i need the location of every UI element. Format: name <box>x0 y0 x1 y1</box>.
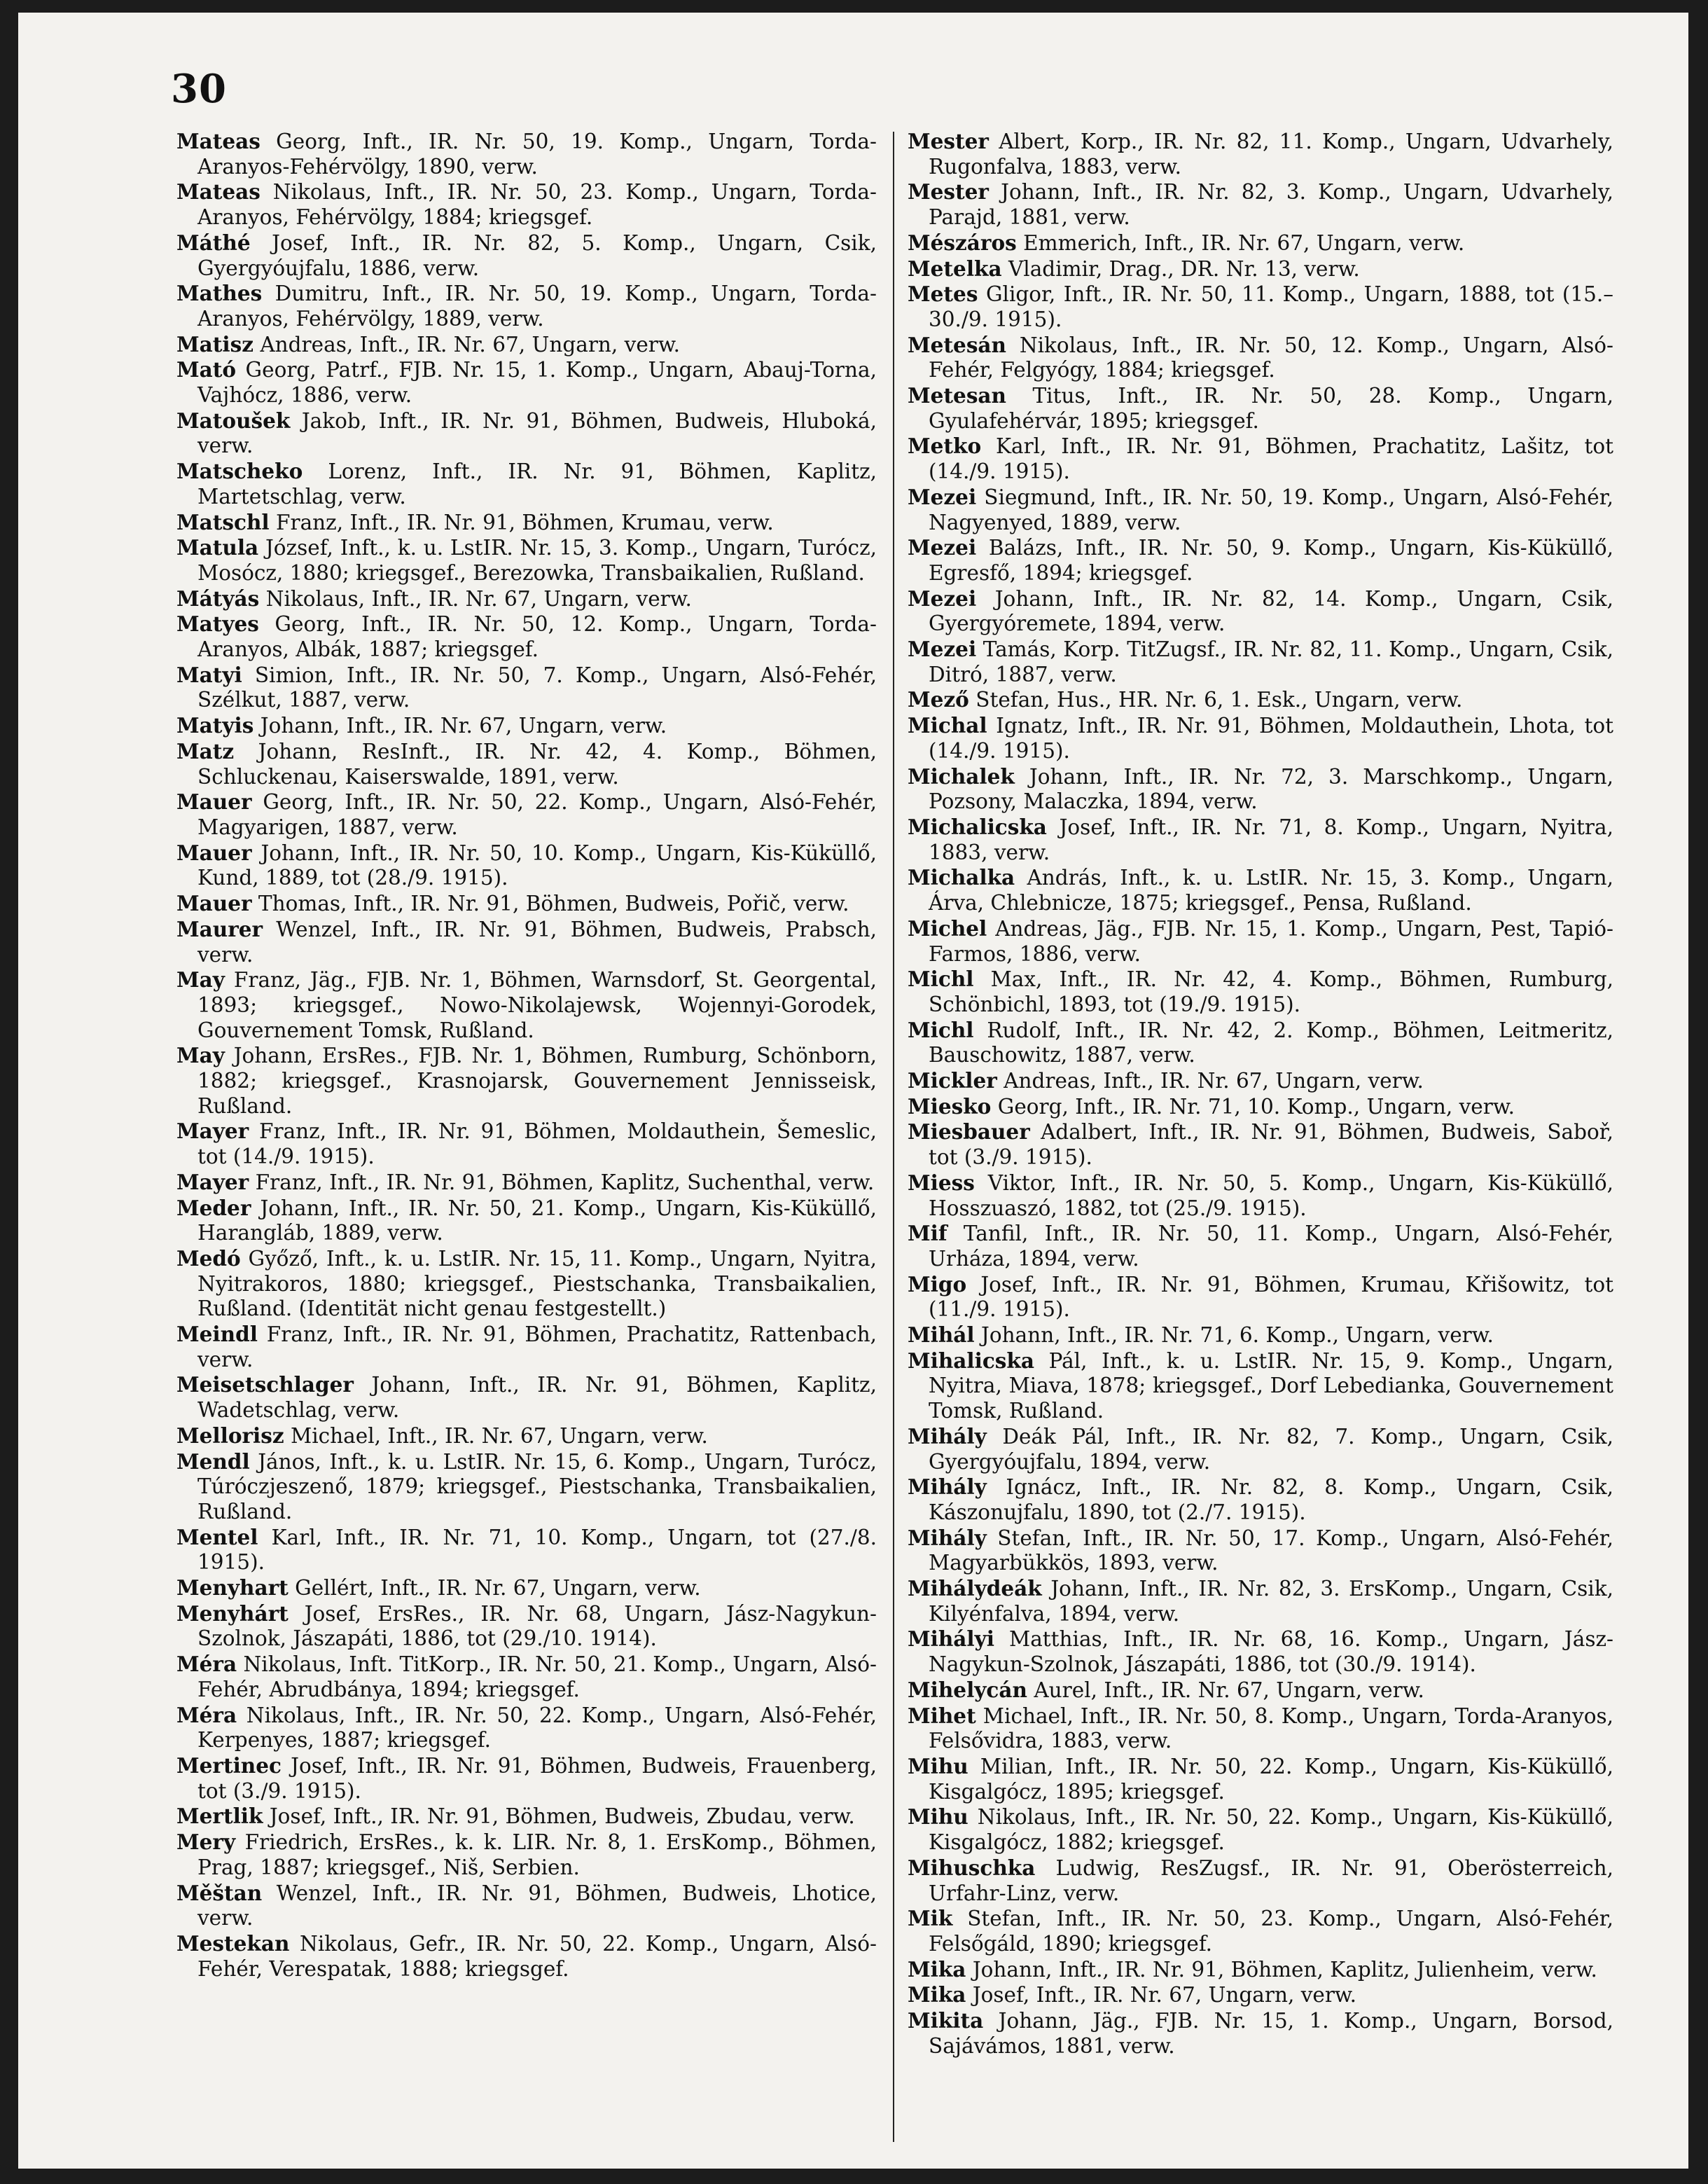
list-entry <box>176 1703 877 1753</box>
list-entry <box>908 1703 1613 1754</box>
list-entry <box>176 1170 877 1196</box>
entry-details: Wenzel, Inft., IR. Nr. 91, Böhmen, Budweis, Lhotice, verw. <box>197 1881 877 1930</box>
entry-details: Johann, Inft., IR. Nr. 50, 21. Komp., Ungarn, Kis-Küküllő, Harangláb, 1889, verw. <box>197 1196 877 1245</box>
entry-surname: May <box>176 967 225 993</box>
entry-surname: Menyhárt <box>176 1601 289 1626</box>
entry-surname: Mertinec <box>176 1753 282 1778</box>
entry-details: Johann, Inft., IR. Nr. 50, 10. Komp., Ungarn, Kis-Küküllő, Kund, 1889, tot (28./9. 1915). <box>197 841 877 890</box>
entry-surname: Michalek <box>908 763 1015 789</box>
list-entry <box>176 510 877 536</box>
entry-surname: Meindl <box>176 1322 258 1347</box>
entry-details: Viktor, Inft., IR. Nr. 50, 5. Komp., Ungarn, Kis-Küküllő, Hosszuaszó, 1882, tot (25./9. 1915). <box>929 1170 1613 1220</box>
entry-details: Balázs, Inft., IR. Nr. 50, 9. Komp., Ungarn, Kis-Küküllő, Egresfő, 1894; kriegsgef. <box>929 536 1613 585</box>
list-entry <box>176 1830 877 1880</box>
list-entry <box>176 663 877 713</box>
entry-surname: Maurer <box>176 916 263 941</box>
entry-surname: Metelka <box>908 256 1002 281</box>
list-entry <box>908 1221 1613 1271</box>
entry-surname: Matisz <box>176 331 254 357</box>
entry-surname: Mestekan <box>176 1930 290 1956</box>
entry-details: Karl, Inft., IR. Nr. 91, Böhmen, Prachatitz, Lašitz, tot (14./9. 1915). <box>929 434 1613 484</box>
entry-details: János, Inft., k. u. LstIR. Nr. 15, 6. Komp., Ungarn, Turócz, Túróczjeszenő, 1879; kriegsgef., Piestschanka, Transbaikalien, Rußland. <box>197 1449 877 1523</box>
list-entry <box>908 1170 1613 1221</box>
entry-surname: Mery <box>176 1830 236 1855</box>
entry-details: Friedrich, ErsRes., k. k. LIR. Nr. 8, 1. ErsKomp., Böhmen, Prag, 1887; kriegsgef., Niš, Serbien. <box>197 1830 877 1879</box>
entry-details: Georg, Inft., IR. Nr. 50, 22. Komp., Ungarn, Alsó-Fehér, Magyarigen, 1887, verw. <box>197 790 877 839</box>
list-entry <box>908 485 1613 535</box>
entry-details: Pál, Inft., k. u. LstIR. Nr. 15, 9. Komp., Ungarn, Nyitra, Miava, 1878; kriegsgef., Dorf Lebedianka, Gouvernement Tomsk, Rußland. <box>929 1348 1613 1423</box>
entry-surname: Mihál <box>908 1322 975 1348</box>
entry-details: Johann, ErsRes., FJB. Nr. 1, Böhmen, Rumburg, Schönborn, 1882; kriegsgef., Krasnojarsk, Gouvernement Jennisseisk, Rußland. <box>197 1044 877 1118</box>
entry-details: Johann, Inft., IR. Nr. 71, 6. Komp., Ungarn, verw. <box>981 1323 1494 1348</box>
entry-details: Franz, Inft., IR. Nr. 91, Böhmen, Moldauthein, Šemeslic, tot (14./9. 1915). <box>197 1119 877 1169</box>
entry-surname: Mezei <box>908 484 977 509</box>
list-entry <box>176 408 877 459</box>
entry-details: Nikolaus, Inft., IR. Nr. 50, 22. Komp., Ungarn, Alsó-Fehér, Kerpenyes, 1887; kriegsgef. <box>197 1703 877 1753</box>
entry-surname: Matschl <box>176 509 270 534</box>
list-entry <box>908 1526 1613 1576</box>
list-entry <box>908 1982 1613 2008</box>
list-entry <box>908 916 1613 967</box>
list-entry <box>176 713 877 739</box>
list-entry <box>176 332 877 358</box>
page-sheet <box>18 13 1688 2169</box>
list-entry <box>908 535 1613 586</box>
list-entry <box>908 1626 1613 1677</box>
entry-surname: Meisetschlager <box>176 1372 354 1397</box>
entry-surname: Méra <box>176 1652 237 1677</box>
entry-surname: Michel <box>908 915 987 941</box>
right-column <box>908 129 1613 2059</box>
entry-details: Gellért, Inft., IR. Nr. 67, Ungarn, verw. <box>295 1576 701 1601</box>
entry-details: Georg, Inft., IR. Nr. 50, 12. Komp., Ungarn, Torda-Aranyos, Albák, 1887; kriegsgef. <box>197 612 877 662</box>
entry-surname: Mezei <box>908 535 977 560</box>
entry-surname: Mika <box>908 1982 966 2007</box>
list-entry <box>908 383 1613 434</box>
entry-details: Georg, Patrf., FJB. Nr. 15, 1. Komp., Ungarn, Abauj-Torna, Vajhócz, 1886, verw. <box>197 358 877 408</box>
entry-surname: Mickler <box>908 1068 997 1093</box>
list-entry <box>176 535 877 586</box>
list-entry <box>908 1094 1613 1120</box>
entry-surname: Mihet <box>908 1703 976 1728</box>
list-entry <box>908 1957 1613 1983</box>
entry-details: Josef, Inft., IR. Nr. 91, Böhmen, Krumau, Křišowitz, tot (11./9. 1915). <box>929 1272 1613 1322</box>
entry-surname: Mauer <box>176 789 252 815</box>
entry-surname: Mertlik <box>176 1804 263 1829</box>
list-entry <box>176 1753 877 1804</box>
entry-details: Johann, Inft., IR. Nr. 91, Böhmen, Kaplitz, Wadetschlag, verw. <box>197 1373 877 1423</box>
entry-details: Ignácz, Inft., IR. Nr. 82, 8. Komp., Ungarn, Csik, Kászonujfalu, 1890, tot (2./7. 1915). <box>929 1475 1613 1524</box>
list-entry <box>908 1678 1613 1703</box>
entry-details: Thomas, Inft., IR. Nr. 91, Böhmen, Budweis, Pořič, verw. <box>258 892 849 916</box>
list-entry <box>908 2008 1613 2059</box>
entry-surname: Mihályi <box>908 1626 994 1652</box>
entry-surname: Mik <box>908 1906 953 1931</box>
list-entry <box>176 739 877 789</box>
entry-details: Franz, Inft., IR. Nr. 91, Böhmen, Kaplitz, Suchenthal, verw. <box>255 1170 875 1194</box>
entry-details: József, Inft., k. u. LstIR. Nr. 15, 3. Komp., Ungarn, Turócz, Mosócz, 1880; kriegsgef., Berezowka, Transbaikalien, Rußland. <box>197 536 877 585</box>
entry-details: Stefan, Inft., IR. Nr. 50, 23. Komp., Ungarn, Alsó-Fehér, Felsőgáld, 1890; kriegsgef. <box>929 1907 1613 1956</box>
left-column <box>176 129 877 1982</box>
list-entry <box>176 1119 877 1169</box>
entry-details: Matthias, Inft., IR. Nr. 68, 16. Komp., Ungarn, Jász-Nagykun-Szolnok, Jászapáti, 1886, tot (30./9. 1914). <box>929 1627 1613 1677</box>
entry-details: Ignatz, Inft., IR. Nr. 91, Böhmen, Moldauthein, Lhota, tot (14./9. 1915). <box>929 714 1613 763</box>
list-entry <box>908 179 1613 230</box>
entry-surname: Michalicska <box>908 814 1047 839</box>
entry-surname: Mihálydeák <box>908 1576 1042 1601</box>
entry-details: Josef, Inft., IR. Nr. 67, Ungarn, verw. <box>972 1983 1357 2007</box>
entry-surname: Mif <box>908 1221 947 1246</box>
list-entry <box>908 1906 1613 1956</box>
entry-surname: Mikita <box>908 2008 984 2033</box>
entry-details: Wenzel, Inft., IR. Nr. 91, Böhmen, Budweis, Prabsch, verw. <box>197 917 877 967</box>
entry-surname: Matoušek <box>176 408 291 433</box>
entry-details: Max, Inft., IR. Nr. 42, 4. Komp., Böhmen, Rumburg, Schönbichl, 1893, tot (19./9. 1915). <box>929 967 1613 1016</box>
entry-details: Michael, Inft., IR. Nr. 67, Ungarn, verw. <box>291 1423 708 1448</box>
list-entry <box>176 1881 877 1931</box>
entry-surname: Meder <box>176 1195 251 1220</box>
entry-details: Jakob, Inft., IR. Nr. 91, Böhmen, Budweis, Hluboká, verw. <box>197 408 877 458</box>
list-entry <box>176 1196 877 1246</box>
entry-details: Nikolaus, Inft., IR. Nr. 50, 22. Komp., Ungarn, Kis-Küküllő, Kisgalgócz, 1882; kriegsgef. <box>929 1805 1613 1855</box>
entry-surname: Mató <box>176 357 237 382</box>
list-entry <box>908 1018 1613 1068</box>
list-entry <box>908 434 1613 484</box>
list-entry <box>176 1322 877 1372</box>
entry-details: Josef, ErsRes., IR. Nr. 68, Ungarn, Jász-Nagykun-Szolnok, Jászapáti, 1886, tot (29./10. 1914). <box>197 1601 877 1651</box>
entry-surname: Mateas <box>176 179 261 205</box>
list-entry <box>908 586 1613 637</box>
entry-surname: Michal <box>908 713 987 738</box>
entry-surname: Mátyás <box>176 586 260 611</box>
list-entry <box>908 230 1613 256</box>
entry-details: Ludwig, ResZugsf., IR. Nr. 91, Oberösterreich, Urfahr-Linz, verw. <box>929 1855 1613 1905</box>
list-entry <box>908 333 1613 383</box>
list-entry <box>908 1348 1613 1424</box>
entry-details: Rudolf, Inft., IR. Nr. 42, 2. Komp., Böhmen, Leitmeritz, Bauschowitz, 1887, verw. <box>929 1018 1613 1067</box>
entry-surname: Mateas <box>176 129 261 153</box>
entry-details: Nikolaus, Inft., IR. Nr. 67, Ungarn, verw. <box>265 586 692 611</box>
entry-details: Johann, Inft., IR. Nr. 82, 14. Komp., Ungarn, Csik, Gyergyóremete, 1894, verw. <box>929 586 1613 636</box>
list-entry <box>176 841 877 891</box>
entry-surname: Mihály <box>908 1525 987 1550</box>
entry-surname: Michl <box>908 1017 974 1042</box>
entry-surname: Mihuschka <box>908 1855 1036 1880</box>
list-entry <box>176 1601 877 1652</box>
list-entry <box>176 1525 877 1575</box>
entry-surname: Matyi <box>176 662 242 687</box>
entry-surname: Metes <box>908 282 978 307</box>
entry-details: Vladimir, Drag., DR. Nr. 13, verw. <box>1008 256 1360 281</box>
entry-details: Deák Pál, Inft., IR. Nr. 82, 7. Komp., Ungarn, Csik, Gyergyóujfalu, 1894, verw. <box>929 1424 1613 1474</box>
entry-details: Titus, Inft., IR. Nr. 50, 28. Komp., Ungarn, Gyulafehérvár, 1895; kriegsgef. <box>929 384 1613 433</box>
entry-surname: Mihály <box>908 1423 987 1449</box>
entry-surname: Mika <box>908 1956 966 1982</box>
entry-surname: Mihály <box>908 1474 987 1500</box>
entry-surname: Mester <box>908 129 989 153</box>
entry-surname: Matyes <box>176 611 259 637</box>
entry-details: Franz, Inft., IR. Nr. 91, Böhmen, Prachatitz, Rattenbach, verw. <box>197 1322 877 1371</box>
list-entry <box>176 1931 877 1982</box>
list-entry <box>908 865 1613 915</box>
entry-details: Lorenz, Inft., IR. Nr. 91, Böhmen, Kaplitz, Martetschlag, verw. <box>197 459 877 509</box>
entry-details: Andreas, Inft., IR. Nr. 67, Ungarn, verw. <box>1004 1069 1424 1093</box>
entry-details: Franz, Inft., IR. Nr. 91, Böhmen, Krumau, verw. <box>276 510 774 534</box>
list-entry <box>908 687 1613 713</box>
entry-details: Franz, Jäg., FJB. Nr. 1, Böhmen, Warnsdorf, St. Georgental, 1893; kriegsgef., Nowo-Nikolajewsk, Wojennyi-Gorodek, Gouvernement Tomsk, Rußland. <box>197 968 877 1042</box>
list-entry <box>176 1449 877 1525</box>
entry-details: Stefan, Inft., IR. Nr. 50, 17. Komp., Ungarn, Alsó-Fehér, Magyarbükkös, 1893, verw. <box>929 1526 1613 1575</box>
page-number: 30 <box>171 66 227 112</box>
entry-surname: Mendl <box>176 1449 250 1474</box>
entry-surname: Mellorisz <box>176 1423 284 1448</box>
entry-surname: Michl <box>908 967 974 992</box>
list-entry <box>908 1804 1613 1855</box>
entry-surname: Migo <box>908 1271 967 1297</box>
entry-details: András, Inft., k. u. LstIR. Nr. 15, 3. Komp., Ungarn, Árva, Chlebnicze, 1875; kriegsgef., Pensa, Rußland. <box>929 866 1613 915</box>
column-divider <box>893 132 894 2142</box>
entry-surname: Metko <box>908 434 982 459</box>
entry-details: Győző, Inft., k. u. LstIR. Nr. 15, 11. Komp., Ungarn, Nyitra, Nyitrakoros, 1880; kriegsgef., Piestschanka, Transbaikalien, Rußland. (Identität nicht genau festgestellt.) <box>197 1246 877 1321</box>
entry-surname: Mihelycán <box>908 1677 1027 1702</box>
entry-details: Andreas, Inft., IR. Nr. 67, Ungarn, verw. <box>260 332 681 357</box>
entry-surname: Mihalicska <box>908 1348 1034 1373</box>
entry-details: Johann, Jäg., FJB. Nr. 15, 1. Komp., Ungarn, Borsod, Sajávámos, 1881, verw. <box>929 2009 1613 2058</box>
list-entry <box>908 815 1613 865</box>
entry-details: Josef, Inft., IR. Nr. 71, 8. Komp., Ungarn, Nyitra, 1883, verw. <box>929 815 1613 864</box>
list-entry <box>176 1372 877 1423</box>
list-entry <box>176 1652 877 1702</box>
list-entry <box>908 1855 1613 1906</box>
list-entry <box>908 1474 1613 1525</box>
entry-details: Tamás, Korp. TitZugsf., IR. Nr. 82, 11. Komp., Ungarn, Csik, Ditró, 1887, verw. <box>929 637 1613 686</box>
entry-surname: Mihu <box>908 1804 968 1830</box>
list-entry <box>176 1246 877 1322</box>
list-entry <box>908 637 1613 687</box>
entry-surname: Méra <box>176 1702 237 1727</box>
entry-details: Johann, ResInft., IR. Nr. 42, 4. Komp., Böhmen, Schluckenau, Kaiserswalde, 1891, verw. <box>197 739 877 789</box>
list-entry <box>908 1576 1613 1626</box>
entry-surname: Měštan <box>176 1880 263 1905</box>
entry-details: Johann, Inft., IR. Nr. 82, 3. ErsKomp., Ungarn, Csik, Kilyénfalva, 1894, verw. <box>929 1577 1613 1626</box>
entry-details: Nikolaus, Inft., IR. Nr. 50, 12. Komp., Ungarn, Alsó-Fehér, Felgyógy, 1884; kriegsgef. <box>929 333 1613 382</box>
entry-details: Andreas, Jäg., FJB. Nr. 15, 1. Komp., Ungarn, Pest, Tapió-Farmos, 1886, verw. <box>929 916 1613 966</box>
entry-details: Siegmund, Inft., IR. Nr. 50, 19. Komp., Ungarn, Alsó-Fehér, Nagyenyed, 1889, verw. <box>929 485 1613 534</box>
entry-surname: Miesko <box>908 1093 992 1119</box>
list-entry <box>908 713 1613 763</box>
entry-surname: Mezei <box>908 637 977 662</box>
entry-details: Georg, Inft., IR. Nr. 71, 10. Komp., Ungarn, verw. <box>997 1094 1515 1119</box>
list-entry <box>176 230 877 281</box>
entry-surname: Mihu <box>908 1754 968 1778</box>
entry-details: Nikolaus, Inft. TitKorp., IR. Nr. 50, 21. Komp., Ungarn, Alsó-Fehér, Abrudbánya, 1894; kriegsgef. <box>197 1652 877 1701</box>
entry-surname: Medó <box>176 1245 241 1271</box>
entry-details: Johann, Inft., IR. Nr. 82, 3. Komp., Ungarn, Udvarhely, Parajd, 1881, verw. <box>929 180 1613 230</box>
list-entry <box>176 1043 877 1119</box>
entry-details: Milian, Inft., IR. Nr. 50, 22. Komp., Ungarn, Kis-Küküllő, Kisgalgócz, 1895; kriegsgef. <box>929 1755 1613 1804</box>
list-entry <box>176 129 877 179</box>
entry-details: Nikolaus, Inft., IR. Nr. 50, 23. Komp., Ungarn, Torda-Aranyos, Fehérvölgy, 1884; kriegsgef. <box>197 180 877 230</box>
entry-surname: Mauer <box>176 840 252 865</box>
entry-details: Michael, Inft., IR. Nr. 50, 8. Komp., Ungarn, Torda-Aranyos, Felsővidra, 1883, verw. <box>929 1703 1613 1753</box>
entry-surname: Mező <box>908 687 969 712</box>
list-entry <box>908 764 1613 815</box>
entry-surname: Metesan <box>908 383 1006 408</box>
list-entry <box>176 891 877 917</box>
entry-details: Aurel, Inft., IR. Nr. 67, Ungarn, verw. <box>1034 1678 1424 1702</box>
entry-surname: Matyis <box>176 713 254 738</box>
list-entry <box>908 967 1613 1017</box>
entry-surname: Máthé <box>176 230 251 255</box>
list-entry <box>176 586 877 612</box>
list-entry <box>176 789 877 840</box>
list-entry <box>176 1423 877 1449</box>
list-entry <box>176 1575 877 1601</box>
list-entry <box>176 967 877 1043</box>
entry-details: Josef, Inft., IR. Nr. 91, Böhmen, Budweis, Frauenberg, tot (3./9. 1915). <box>197 1754 877 1803</box>
list-entry <box>908 256 1613 282</box>
entry-details: Johann, Inft., IR. Nr. 67, Ungarn, verw. <box>260 714 667 738</box>
entry-details: Albert, Korp., IR. Nr. 82, 11. Komp., Ungarn, Udvarhely, Rugonfalva, 1883, verw. <box>929 130 1613 179</box>
list-entry <box>908 1119 1613 1170</box>
list-entry <box>176 281 877 331</box>
list-entry <box>908 1424 1613 1474</box>
entry-details: Karl, Inft., IR. Nr. 71, 10. Komp., Ungarn, tot (27./8. 1915). <box>197 1525 877 1575</box>
list-entry <box>176 611 877 662</box>
entry-surname: Mathes <box>176 281 263 306</box>
entry-surname: Matula <box>176 535 259 560</box>
list-entry <box>908 129 1613 179</box>
entry-details: Emmerich, Inft., IR. Nr. 67, Ungarn, verw. <box>1023 230 1465 255</box>
entry-surname: Mauer <box>176 891 252 916</box>
entry-details: Josef, Inft., IR. Nr. 91, Böhmen, Budweis, Zbudau, verw. <box>269 1804 855 1829</box>
entry-details: Johann, Inft., IR. Nr. 91, Böhmen, Kaplitz, Julienheim, verw. <box>972 1957 1597 1982</box>
entry-details: Dumitru, Inft., IR. Nr. 50, 19. Komp., Ungarn, Torda-Aranyos, Fehérvölgy, 1889, verw. <box>197 282 877 331</box>
list-entry <box>176 917 877 967</box>
entry-details: Stefan, Hus., HR. Nr. 6, 1. Esk., Ungarn, verw. <box>975 688 1463 712</box>
entry-surname: Mészáros <box>908 230 1017 255</box>
list-entry <box>908 1322 1613 1348</box>
list-entry <box>176 1804 877 1830</box>
entry-details: Georg, Inft., IR. Nr. 50, 19. Komp., Ungarn, Torda-Aranyos-Fehérvölgy, 1890, verw. <box>197 130 877 179</box>
entry-surname: Matscheko <box>176 459 303 484</box>
entry-surname: Miess <box>908 1170 975 1195</box>
list-entry <box>908 1272 1613 1322</box>
list-entry <box>176 357 877 408</box>
entry-details: Gligor, Inft., IR. Nr. 50, 11. Komp., Ungarn, 1888, tot (15.–30./9. 1915). <box>929 282 1613 331</box>
entry-surname: Matz <box>176 738 235 763</box>
entry-surname: Mezei <box>908 586 977 611</box>
entry-surname: May <box>176 1043 225 1068</box>
entry-details: Tanfil, Inft., IR. Nr. 50, 11. Komp., Ungarn, Alsó-Fehér, Urháza, 1894, verw. <box>929 1222 1613 1271</box>
list-entry <box>176 459 877 509</box>
entry-surname: Metesán <box>908 332 1006 357</box>
entry-details: Adalbert, Inft., IR. Nr. 91, Böhmen, Budweis, Saboř, tot (3./9. 1915). <box>929 1120 1613 1170</box>
list-entry <box>908 282 1613 332</box>
entry-surname: Miesbauer <box>908 1119 1030 1145</box>
entry-surname: Michalka <box>908 865 1015 890</box>
entry-surname: Mester <box>908 179 989 205</box>
list-entry <box>908 1068 1613 1094</box>
entry-surname: Mayer <box>176 1119 249 1144</box>
entry-details: Simion, Inft., IR. Nr. 50, 7. Komp., Ungarn, Alsó-Fehér, Szélkut, 1887, verw. <box>197 663 877 712</box>
entry-details: Nikolaus, Gefr., IR. Nr. 50, 22. Komp., Ungarn, Alsó-Fehér, Verespatak, 1888; kriegsgef. <box>197 1931 877 1981</box>
list-entry <box>908 1754 1613 1804</box>
list-entry <box>176 179 877 230</box>
entry-details: Johann, Inft., IR. Nr. 72, 3. Marschkomp., Ungarn, Pozsony, Malaczka, 1894, verw. <box>929 764 1613 814</box>
entry-surname: Menyhart <box>176 1575 289 1601</box>
entry-details: Josef, Inft., IR. Nr. 82, 5. Komp., Ungarn, Csik, Gyergyóujfalu, 1886, verw. <box>197 230 877 280</box>
entry-surname: Mentel <box>176 1524 258 1549</box>
entry-surname: Mayer <box>176 1169 249 1194</box>
